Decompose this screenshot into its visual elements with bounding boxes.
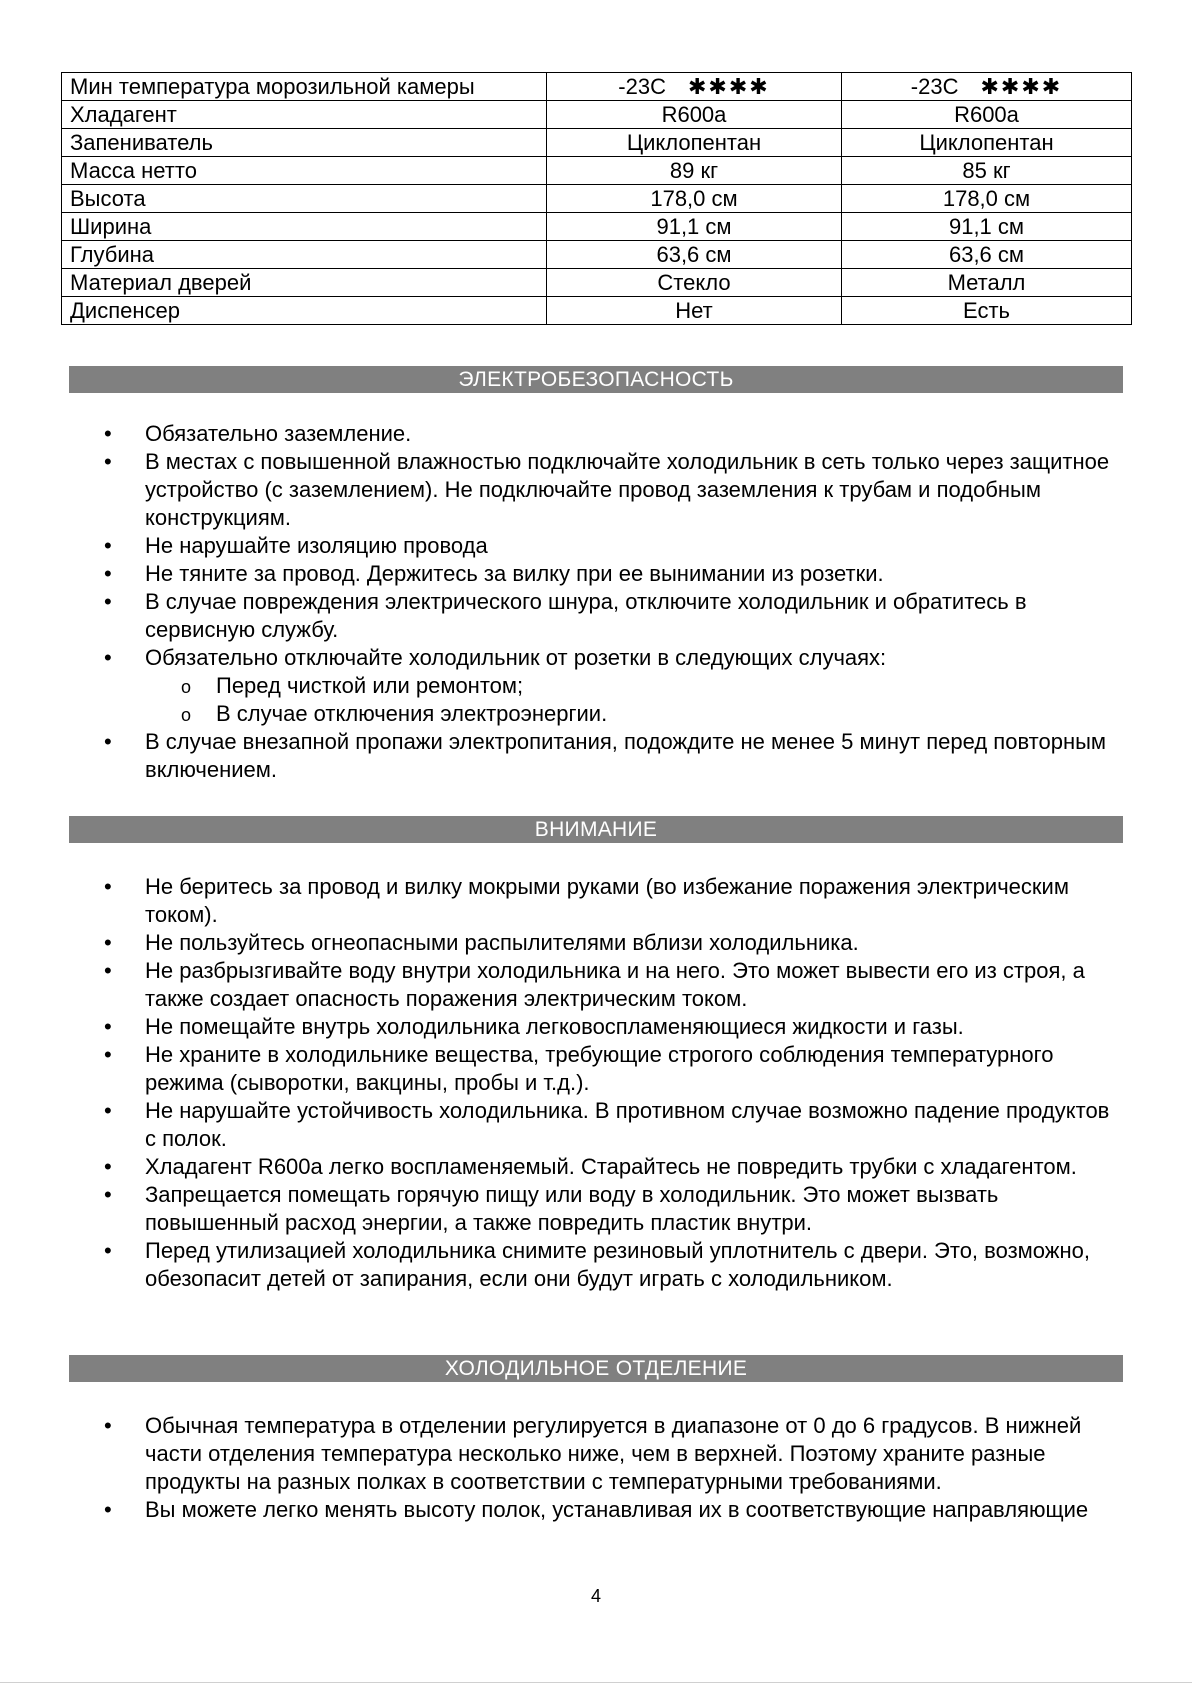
list-item-text: Не нарушайте изоляцию провода (145, 533, 488, 558)
table-row (62, 241, 1132, 269)
bullet-icon: • (104, 958, 112, 983)
bullet-icon: • (104, 1238, 112, 1263)
list-item-text: Не нарушайте устойчивость холодильника. В противном случае возможно падение продуктов с полок. (145, 1098, 1110, 1151)
sub-list-item (0, 672, 1192, 700)
value-model-2: Металл (842, 269, 1132, 297)
list-item (0, 1041, 1192, 1097)
row-label: Запениватель (62, 129, 547, 157)
row-label: Высота (62, 185, 547, 213)
list-item (0, 873, 1192, 929)
list-item-text: Обязательно отключайте холодильник от розетки в следующих случаях: (145, 645, 887, 670)
list-item-text: Не храните в холодильнике вещества, требующие строгого соблюдения температурного режима (сыворотки, вакцины, пробы и т.д.). (145, 1042, 1054, 1095)
row-label: Мин температура морозильной камеры (62, 73, 547, 101)
table-row (62, 269, 1132, 297)
list-item-text: Обязательно заземление. (145, 421, 412, 446)
list-item (0, 1181, 1192, 1237)
list-item-text: В местах с повышенной влажностью подключайте холодильник в сеть только через защитное устройство (с заземлением). Не подключайте провод заземления к трубам и подобным конструкциям. (145, 449, 1110, 530)
list-item-text: Вы можете легко менять высоту полок, устанавливая их в соответствующие направляющие (145, 1497, 1089, 1522)
bullet-icon: • (104, 1042, 112, 1067)
value-model-2: 63,6 см (842, 241, 1132, 269)
value-model-2: R600a (842, 101, 1132, 129)
list-item-text: Не пользуйтесь огнеопасными распылителями вблизи холодильника. (145, 930, 859, 955)
circle-bullet-icon: o (181, 705, 192, 725)
value-model-2: Циклопентан (842, 129, 1132, 157)
page-number: 4 (590, 1586, 601, 1606)
divider (0, 1682, 1192, 1683)
list-item-text: Перед утилизацией холодильника снимите резиновый уплотнитель с двери. Это, возможно, обезопасит детей от запирания, если они будут играть с холодильником. (145, 1238, 1090, 1291)
row-label: Масса нетто (62, 157, 547, 185)
value-model-1: 89 кг (547, 157, 842, 185)
list-item (0, 728, 1192, 784)
bullet-icon: • (104, 645, 112, 670)
list-item-text: В случае внезапной пропажи электропитания, подождите не менее 5 минут перед повторным включением. (145, 729, 1107, 782)
value-model-1: 178,0 см (547, 185, 842, 213)
list-item (0, 448, 1192, 532)
table-row (62, 101, 1132, 129)
table-row (62, 213, 1132, 241)
freezer-stars-icon: ✱✱✱✱ (980, 73, 1063, 99)
electrical-safety-list (0, 420, 1192, 784)
value-model-1: 63,6 см (547, 241, 842, 269)
bullet-icon: • (104, 589, 112, 614)
sub-list-item (0, 700, 1192, 728)
bullet-icon: • (104, 1182, 112, 1207)
value-model-1: 91,1 см (547, 213, 842, 241)
section-heading-fridge-compartment: ХОЛОДИЛЬНОЕ ОТДЕЛЕНИЕ (69, 1355, 1123, 1382)
value-model-2: 178,0 см (842, 185, 1132, 213)
bullet-icon: • (104, 874, 112, 899)
circle-bullet-icon: o (181, 677, 192, 697)
list-item-text: Не разбрызгивайте воду внутри холодильника и на него. Это может вывести его из строя, а также создает опасность поражения электрическим током. (145, 958, 1085, 1011)
list-item (0, 1412, 1192, 1496)
list-item (0, 929, 1192, 957)
bullet-icon: • (104, 1413, 112, 1438)
row-label: Материал дверей (62, 269, 547, 297)
bullet-icon: • (104, 1154, 112, 1179)
list-item-text: В случае отключения электроэнергии. (216, 701, 608, 726)
row-label: Диспенсер (62, 297, 547, 325)
table-row (62, 129, 1132, 157)
row-label: Хладагент (62, 101, 547, 129)
list-item-text: Перед чисткой или ремонтом; (216, 673, 524, 698)
list-item-text: Обычная температура в отделении регулируется в диапазоне от 0 до 6 градусов. В нижней части отделения температура несколько ниже, чем в верхней. Поэтому храните разные продукты на разных полках в соответствии с температурными требованиями. (145, 1413, 1082, 1494)
value-model-1 (547, 73, 842, 101)
table-row (62, 297, 1132, 325)
list-item-text: Хладагент R600a легко воспламеняемый. Старайтесь не повредить трубки с хладагентом. (145, 1154, 1077, 1179)
fridge-compartment-list (0, 1412, 1192, 1524)
value-model-1: Циклопентан (547, 129, 842, 157)
list-item (0, 1496, 1192, 1524)
bullet-icon: • (104, 729, 112, 754)
row-label: Ширина (62, 213, 547, 241)
list-item (0, 1237, 1192, 1293)
spec-table (61, 72, 1132, 325)
bullet-icon: • (104, 533, 112, 558)
value-model-2: Есть (842, 297, 1132, 325)
bullet-icon: • (104, 421, 112, 446)
list-item (0, 644, 1192, 672)
list-item (0, 957, 1192, 1013)
bullet-icon: • (104, 1014, 112, 1039)
bullet-icon: • (104, 1098, 112, 1123)
table-row (62, 185, 1132, 213)
temperature-value: -23С (910, 73, 959, 99)
value-model-1: R600a (547, 101, 842, 129)
list-item-text: Не тяните за провод. Держитесь за вилку при ее вынимании из розетки. (145, 561, 884, 586)
value-model-2 (842, 73, 1132, 101)
list-item (0, 1097, 1192, 1153)
list-item (0, 532, 1192, 560)
value-model-2: 91,1 см (842, 213, 1132, 241)
list-item (0, 588, 1192, 644)
bullet-icon: • (104, 449, 112, 474)
value-model-1: Стекло (547, 269, 842, 297)
section-heading-electrical-safety: ЭЛЕКТРОБЕЗОПАСНОСТЬ (69, 366, 1123, 393)
table-row (62, 157, 1132, 185)
list-item-text: Запрещается помещать горячую пищу или воду в холодильник. Это может вызвать повышенный расход энергии, а также повредить пластик внутри. (145, 1182, 999, 1235)
temperature-value: -23С (618, 73, 666, 99)
list-item-text: Не беритесь за провод и вилку мокрыми руками (во избежание поражения электрическим током). (145, 874, 1069, 927)
list-item (0, 1153, 1192, 1181)
list-item-text: В случае повреждения электрического шнура, отключите холодильник и обратитесь в сервисную службу. (145, 589, 1027, 642)
bullet-icon: • (104, 930, 112, 955)
warning-list (0, 873, 1192, 1293)
bullet-icon: • (104, 1497, 112, 1522)
value-model-2: 85 кг (842, 157, 1132, 185)
value-model-1: Нет (547, 297, 842, 325)
list-item-text: Не помещайте внутрь холодильника легковоспламеняющиеся жидкости и газы. (145, 1014, 964, 1039)
list-item (0, 560, 1192, 588)
section-heading-warning: ВНИМАНИЕ (69, 816, 1123, 843)
bullet-icon: • (104, 561, 112, 586)
table-row (62, 73, 1132, 101)
list-item (0, 1013, 1192, 1041)
list-item (0, 420, 1192, 448)
row-label: Глубина (62, 241, 547, 269)
freezer-stars-icon: ✱✱✱✱ (687, 73, 770, 99)
